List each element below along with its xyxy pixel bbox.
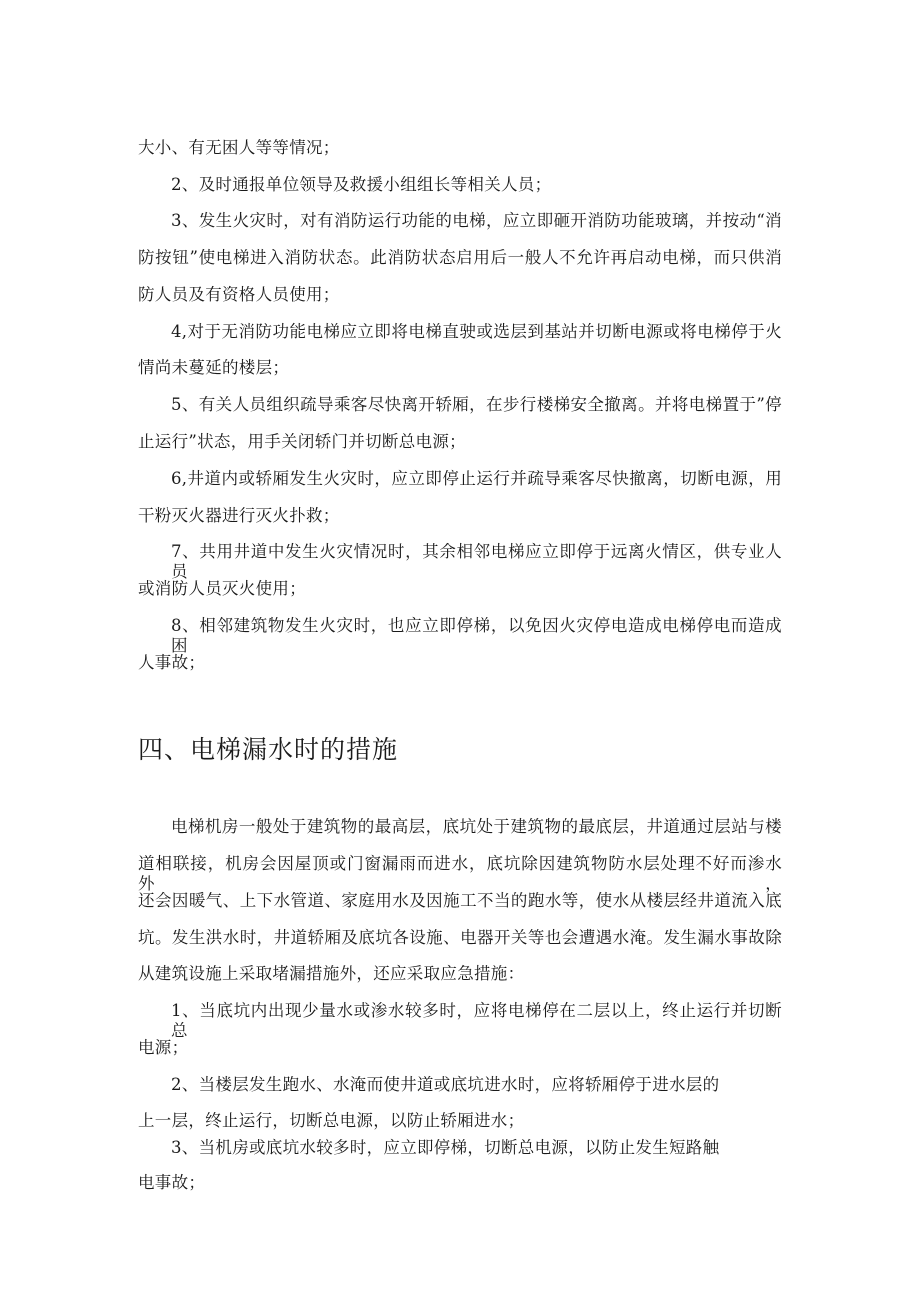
paragraph-line: 从建筑设施上采取堵漏措施外，还应采取应急措施： xyxy=(138,964,525,983)
list-item-5-cont: 止运行”状态，用手关闭轿门并切断总电源； xyxy=(138,432,466,451)
list-item-3-cont: 防按钮”使电梯进入消防状态。此消防状态启用后一般人不允许再启动电梯，而只供消 xyxy=(138,248,782,267)
list-item-3-cont: 防人员及有资格人员使用； xyxy=(138,285,340,304)
paragraph-line: 道相联接，机房会因屋顶或门窗漏雨而进水，底坑除因建筑物防水层处理不好而渗水外， xyxy=(138,854,782,893)
list-item-8: 8、相邻建筑物发生火灾时，也应立即停梯，以免因火灾停电造成电梯停电而造成困 xyxy=(171,616,782,655)
list-item-3: 3、当机房或底坑水较多时，应立即停梯，切断总电源，以防止发生短路触 xyxy=(171,1138,720,1157)
list-item-7: 7、共用井道中发生火灾情况时，其余相邻电梯应立即停于远离火情区，供专业人员 xyxy=(171,542,782,581)
list-item-2-cont: 上一层，终止运行，切断总电源，以防止轿厢进水； xyxy=(138,1111,525,1130)
list-item-5: 5、有关人员组织疏导乘客尽快离开轿厢，在步行楼梯安全撤离。并将电梯置于”停 xyxy=(171,395,782,414)
list-item-7-cont: 或消防人员灭火使用； xyxy=(138,579,306,598)
list-item-1: 1、当底坑内出现少量水或渗水较多时，应将电梯停在二层以上，终止运行并切断总 xyxy=(171,1001,782,1040)
paragraph-line: 还会因暖气、上下水管道、家庭用水及因施工不当的跑水等，使水从楼层经井道流入底 xyxy=(138,891,782,910)
list-item-2: 2、当楼层发生跑水、水淹而使井道或底坑进水时，应将轿厢停于进水层的 xyxy=(171,1075,720,1094)
paragraph-line: 大小、有无困人等等情况； xyxy=(138,138,340,157)
section-heading: 四、电梯漏水时的措施 xyxy=(138,735,399,764)
list-item-3: 3、发生火灾时，对有消防运行功能的电梯，应立即砸开消防功能玻璃，并按动“消 xyxy=(171,211,782,230)
list-item-1-cont: 电源； xyxy=(138,1038,189,1057)
paragraph-line: 电梯机房一般处于建筑物的最高层，底坑处于建筑物的最底层，井道通过层站与楼 xyxy=(171,817,782,836)
list-item-4-cont: 情尚未蔓延的楼层； xyxy=(138,358,290,377)
list-item-6: 6,井道内或轿厢发生火灾时，应立即停止运行并疏导乘客尽快撤离，切断电源，用 xyxy=(171,469,782,488)
paragraph-line: 坑。发生洪水时，井道轿厢及底坑各设施、电器开关等也会遭遇水淹。发生漏水事故除 xyxy=(138,928,782,947)
list-item-4: 4,对于无消防功能电梯应立即将电梯直驶或选层到基站并切断电源或将电梯停于火 xyxy=(171,322,782,341)
list-item-3-cont: 电事故； xyxy=(138,1173,206,1192)
list-item-8-cont: 人事故； xyxy=(138,653,206,672)
list-item-6-cont: 干粉灭火器进行灭火扑救； xyxy=(138,506,340,525)
list-item-2: 2、及时通报单位领导及救援小组组长等相关人员； xyxy=(171,175,552,194)
